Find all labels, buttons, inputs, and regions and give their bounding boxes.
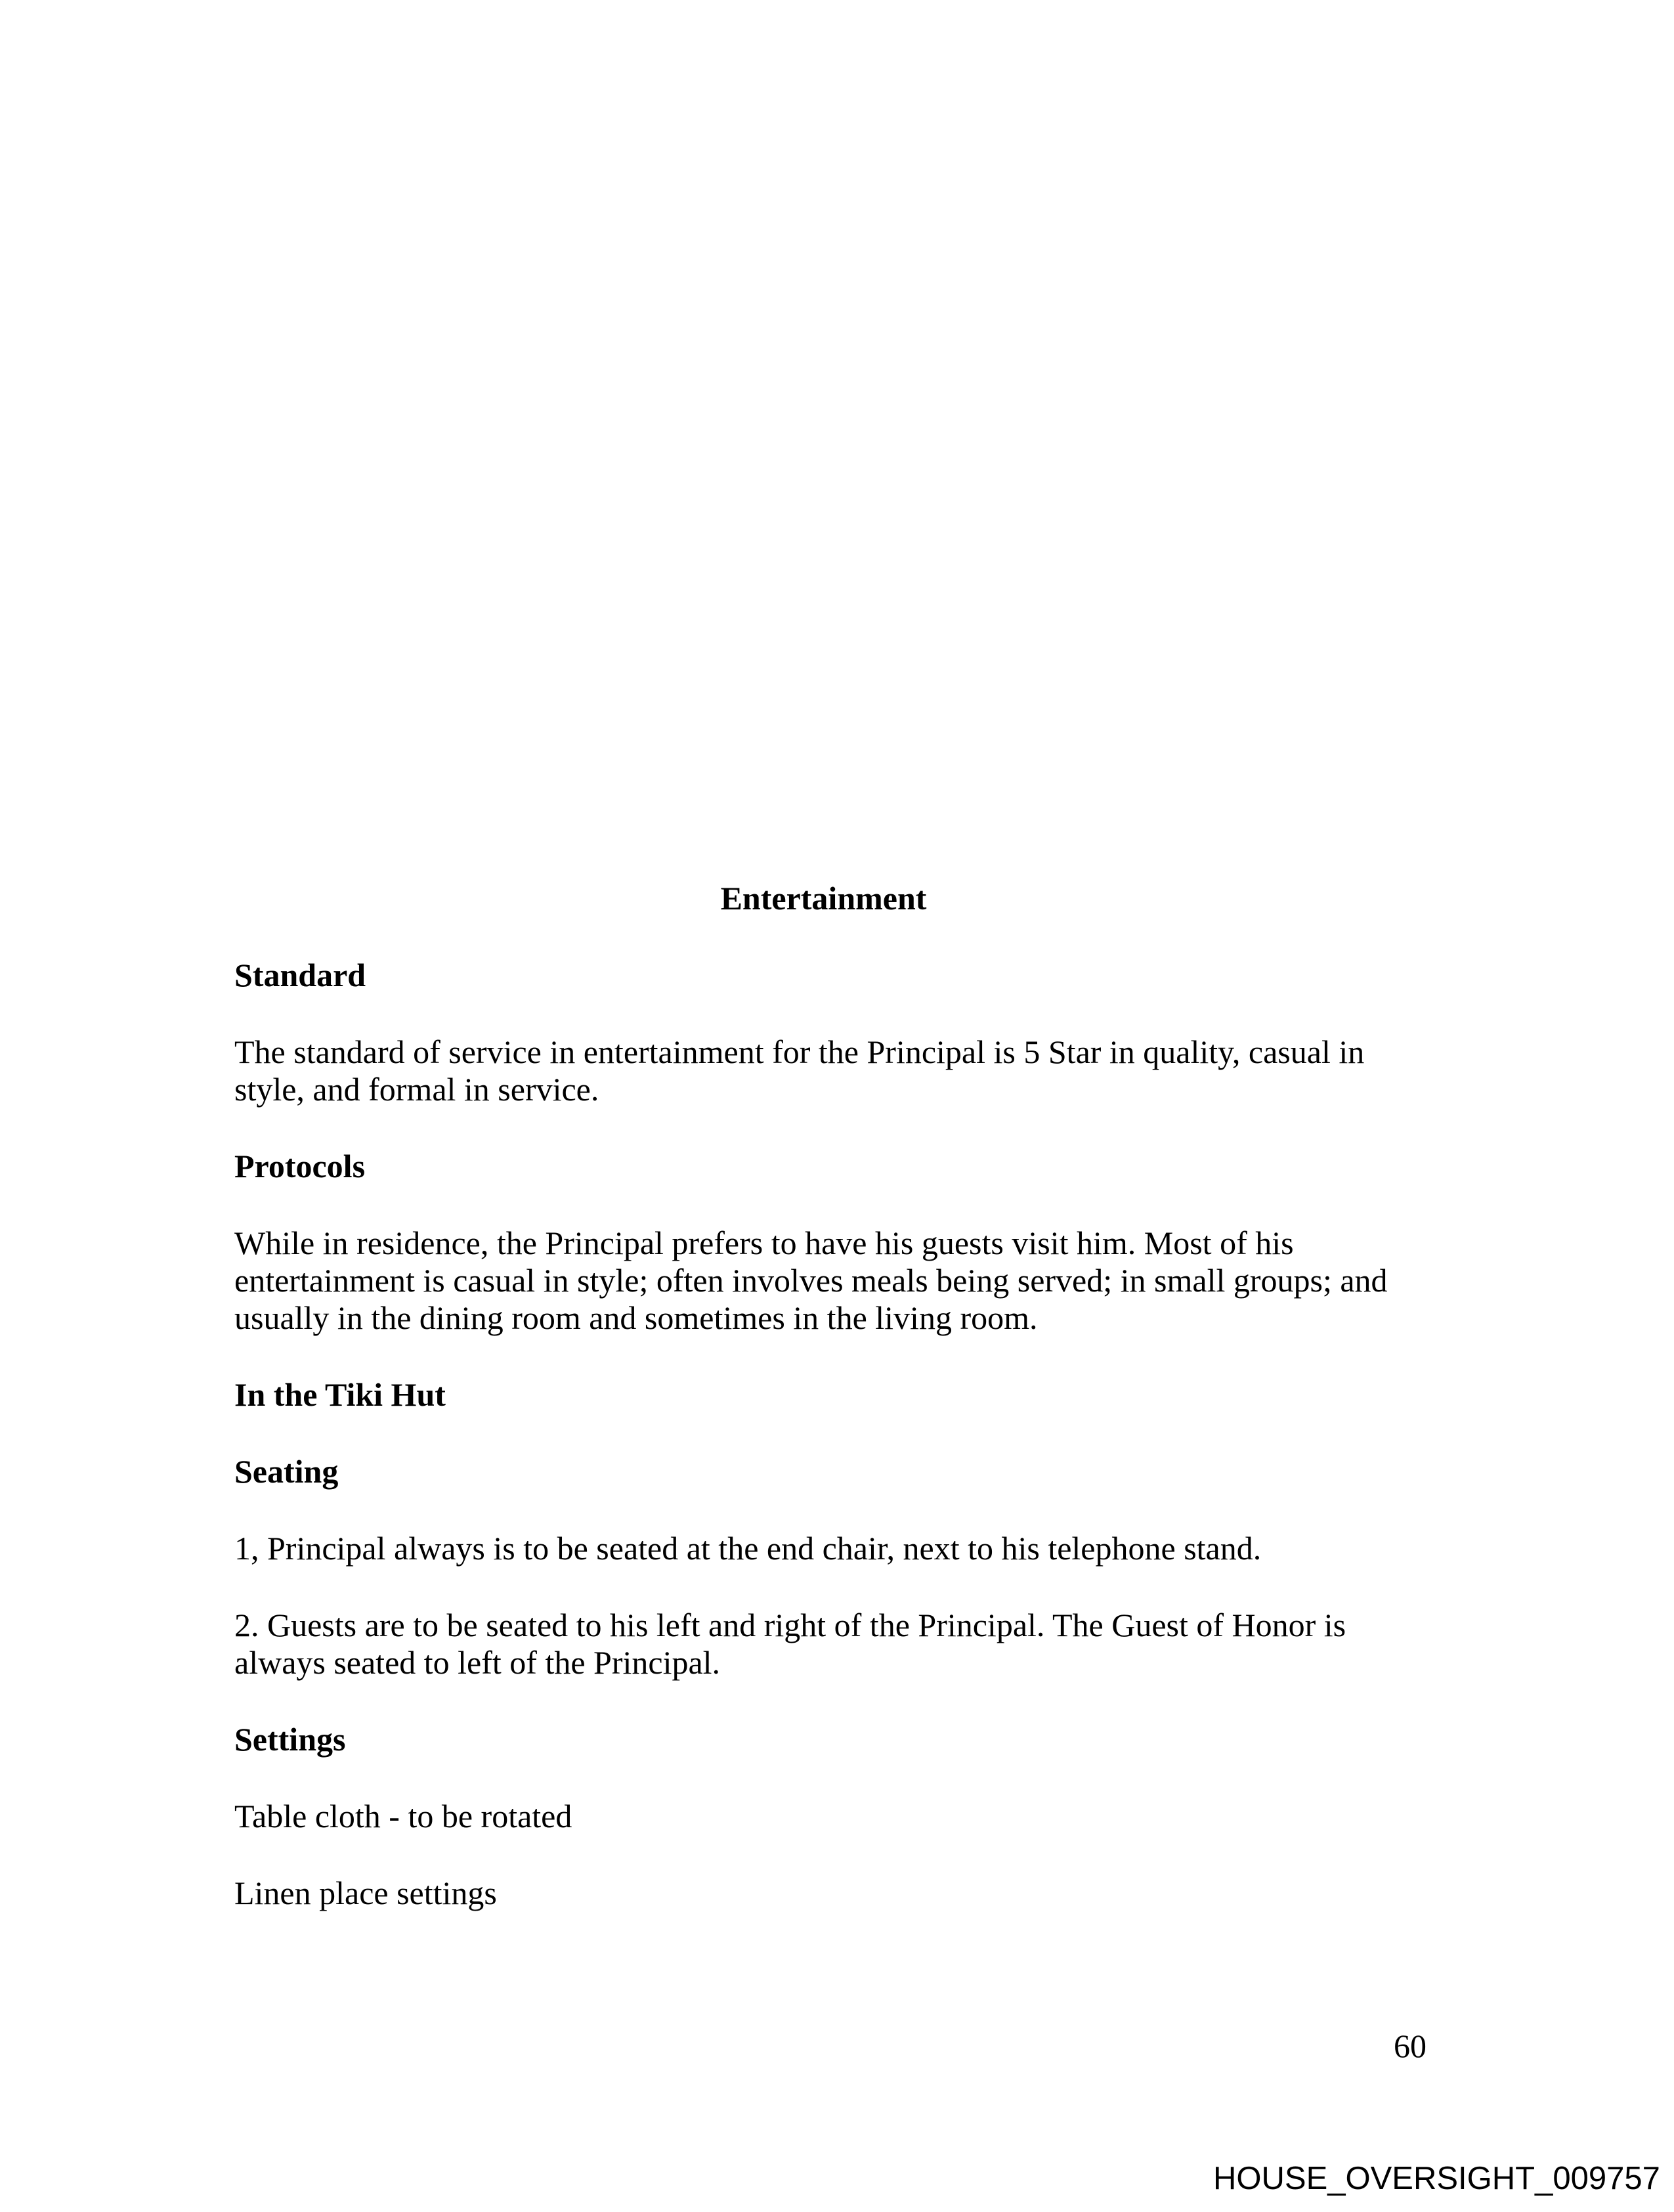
section-heading-settings: Settings: [234, 1721, 346, 1758]
bates-number: HOUSE_OVERSIGHT_009757: [1213, 2161, 1660, 2196]
section-heading-seating: Seating: [234, 1453, 339, 1490]
paragraph-settings-table-cloth: Table cloth - to be rotated: [234, 1798, 572, 1834]
paragraph-standard-text: The standard of service in entertainment for the Principal is 5 Star in quality, casual in style, and formal in service.: [234, 1033, 1365, 1108]
section-heading-standard: Standard: [234, 957, 366, 993]
paragraph-seating-item-2: 2. Guests are to be seated to his left and right of the Principal. The Guest of Honor is always seated to left of the Principal.: [234, 1607, 1346, 1681]
paragraph-seating-item-1: 1, Principal always is to be seated at the end chair, next to his telephone stand.: [234, 1530, 1262, 1567]
paragraph-settings-linen: Linen place settings: [234, 1875, 497, 1911]
section-heading-protocols: Protocols: [234, 1148, 366, 1184]
page-number: 60: [1394, 2028, 1427, 2064]
section-heading-in-the-tiki-hut: In the Tiki Hut: [234, 1376, 446, 1413]
document-page: [234, 880, 1413, 1951]
page-title: Entertainment: [720, 880, 927, 917]
paragraph-protocols-text: While in residence, the Principal prefers to have his guests visit him. Most of his entertainment is casual in style; often involves meals being served; in small groups; and usually in the dining room and sometimes in the living room.: [234, 1225, 1388, 1336]
